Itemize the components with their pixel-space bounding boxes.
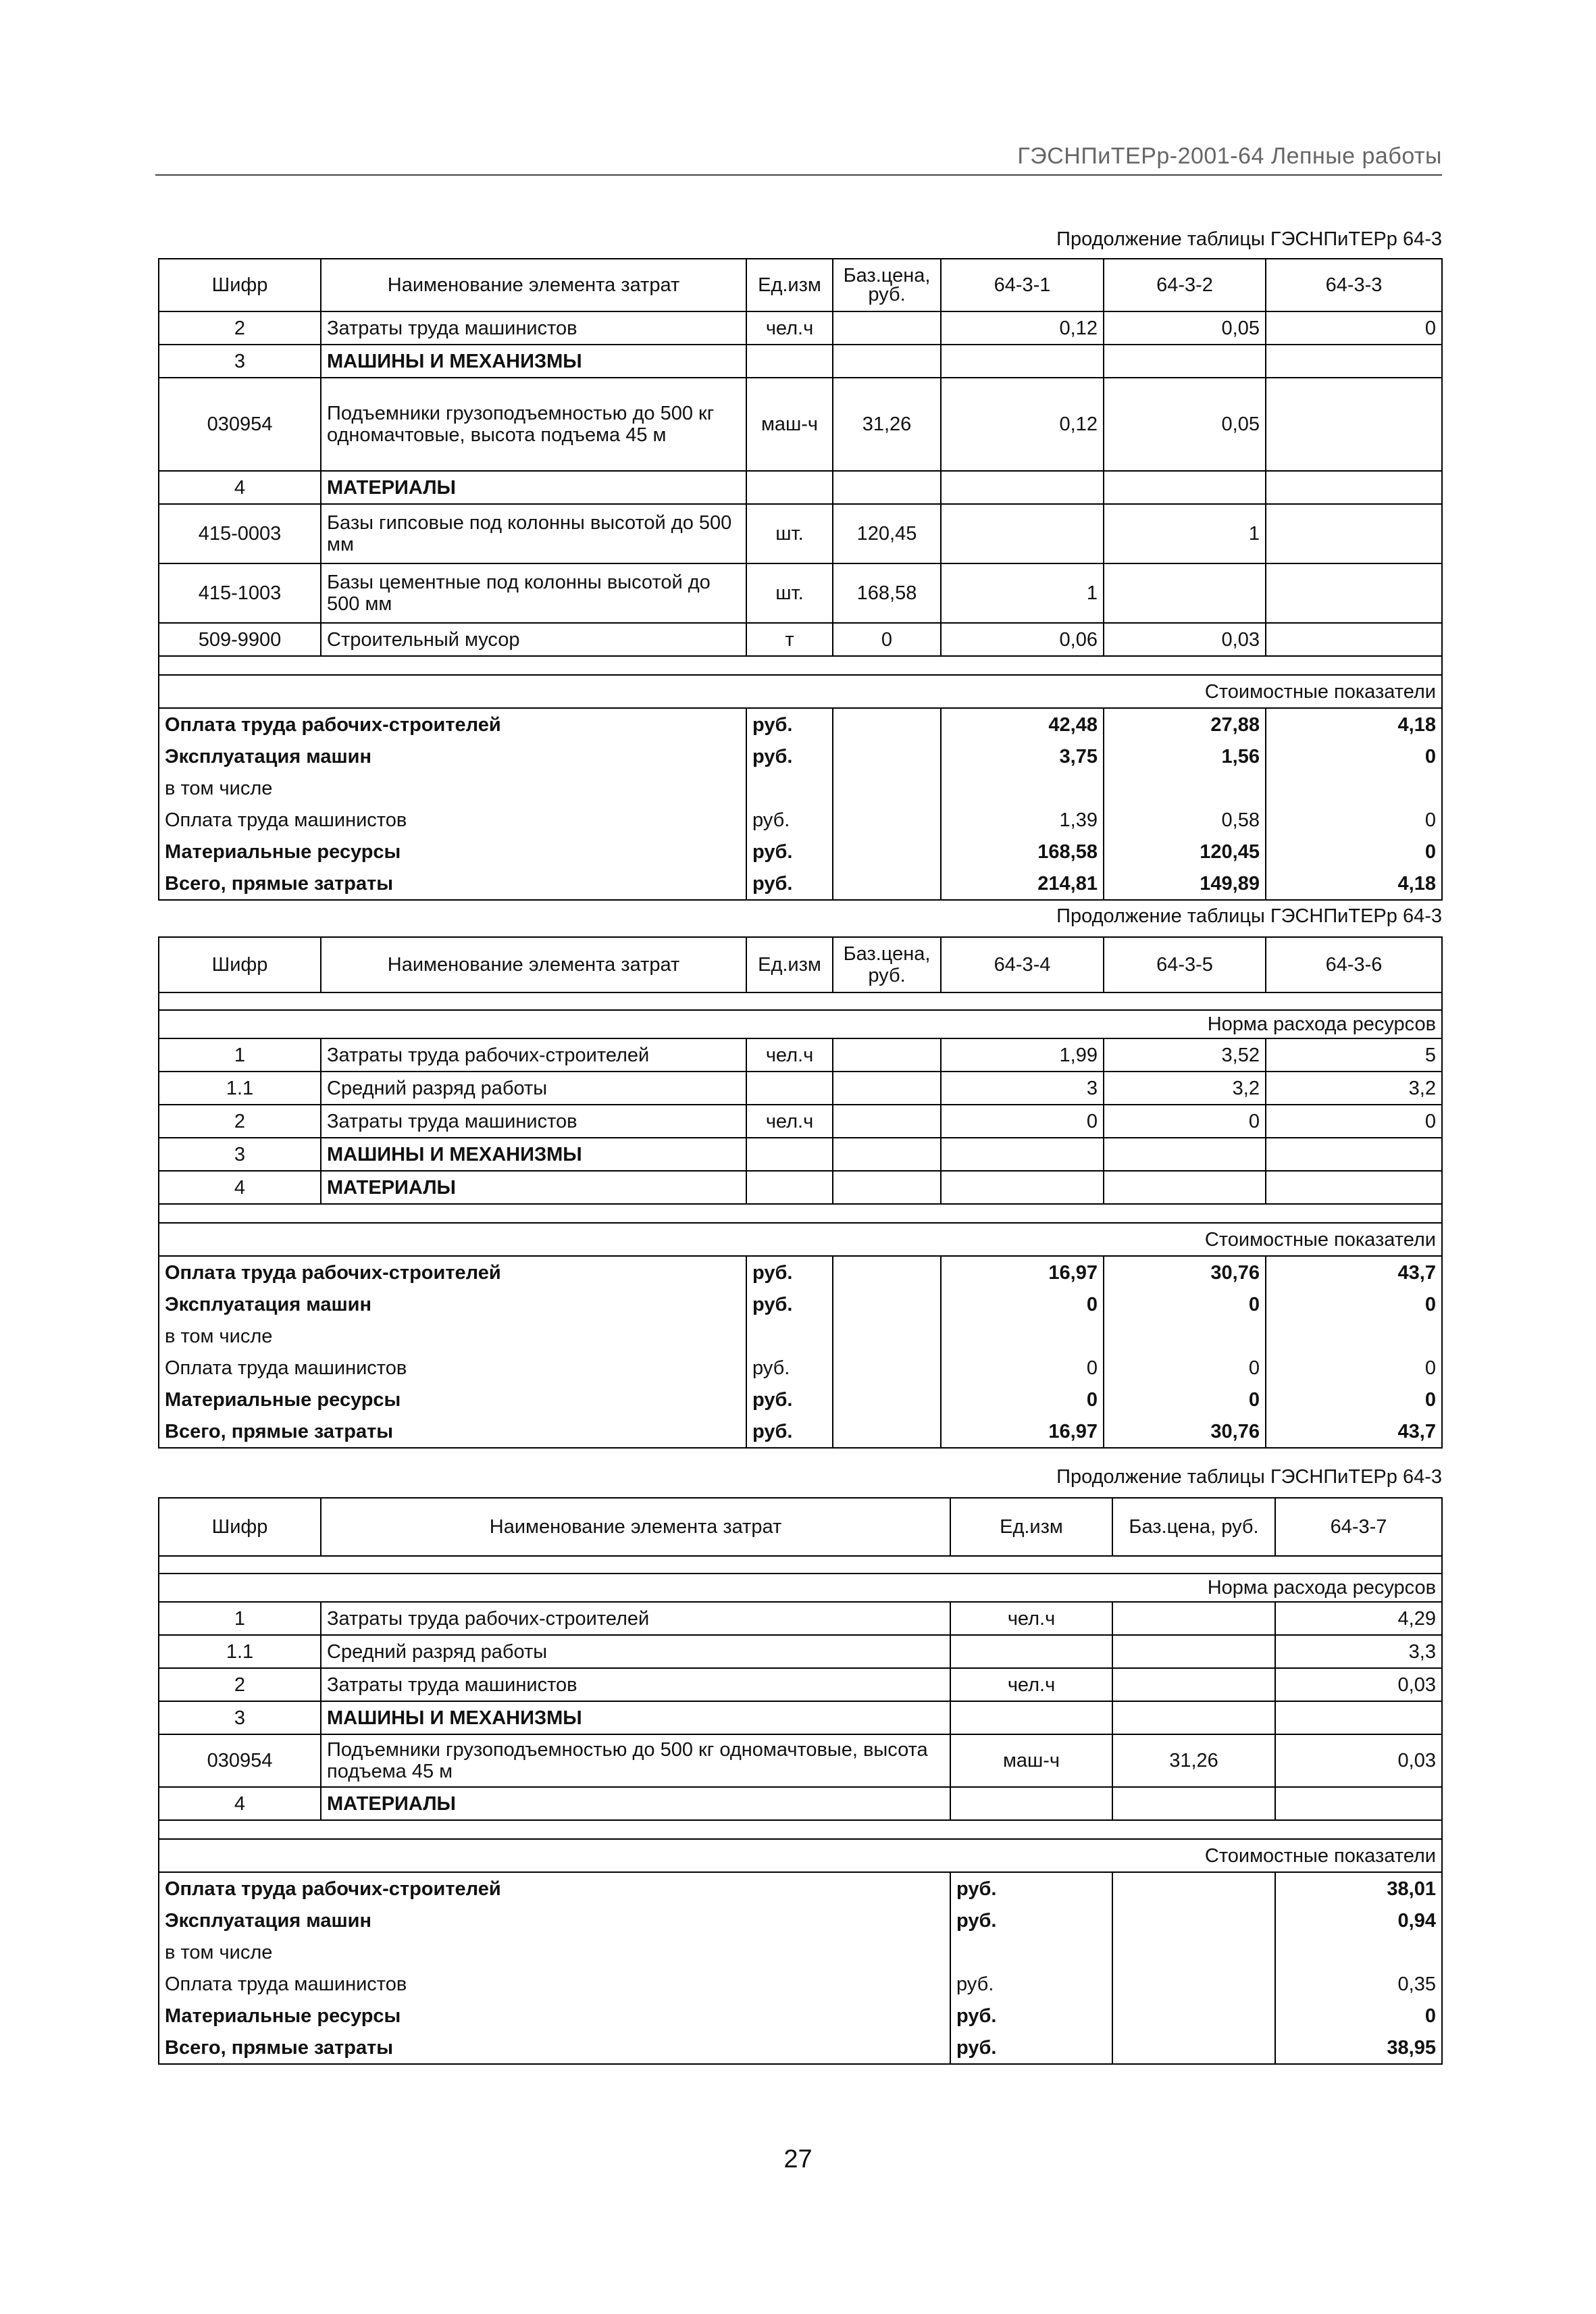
row-value-2: 0,05 bbox=[1104, 311, 1266, 345]
cost-unit: руб. bbox=[950, 2000, 1112, 2032]
row-code: 4 bbox=[159, 471, 321, 504]
row-price bbox=[833, 1072, 941, 1105]
section-title: МАТЕРИАЛЫ bbox=[321, 1787, 950, 1820]
row-code: 3 bbox=[159, 1138, 321, 1171]
cost-price bbox=[833, 772, 941, 804]
row-code: 2 bbox=[159, 1668, 321, 1701]
row-value-3 bbox=[1266, 378, 1442, 471]
cost-value-2: 1,56 bbox=[1104, 740, 1266, 772]
cost-value-3: 0 bbox=[1266, 1288, 1442, 1320]
row-name: Подъемники грузоподъемностью до 500 кг одномачтовые, высота подъема 45 м bbox=[321, 1734, 950, 1787]
row-price bbox=[833, 1105, 941, 1138]
row-value-2: 3,52 bbox=[1104, 1038, 1266, 1072]
header-price: Баз.цена, руб. bbox=[833, 259, 941, 311]
row-value-1: 0,12 bbox=[941, 311, 1104, 345]
cost-row bbox=[159, 2032, 1442, 2064]
cost-row bbox=[159, 836, 1442, 867]
cost-price bbox=[1112, 1905, 1275, 1936]
cost-value-3: 0 bbox=[1266, 740, 1442, 772]
row-value-3: 0 bbox=[1266, 1105, 1442, 1138]
cost-price bbox=[833, 1320, 941, 1352]
header-price: Баз.цена, руб. bbox=[1112, 1498, 1275, 1556]
cost-label: Эксплуатация машин bbox=[159, 1288, 746, 1320]
cost-label: Материальные ресурсы bbox=[159, 2000, 950, 2032]
cost-unit: руб. bbox=[746, 1415, 833, 1448]
spacer-row bbox=[159, 1556, 1442, 1574]
row-name: Базы цементные под колонны высотой до 500 мм bbox=[321, 563, 746, 623]
table-row bbox=[159, 1635, 1442, 1668]
cost-price bbox=[833, 1352, 941, 1384]
row-name: Строительный мусор bbox=[321, 623, 746, 656]
section-header-row bbox=[159, 675, 1442, 708]
row-value-3: 5 bbox=[1266, 1038, 1442, 1072]
row-code: 1 bbox=[159, 1038, 321, 1072]
header-col-1: 64-3-1 bbox=[941, 259, 1104, 311]
cost-value-2: 0,58 bbox=[1104, 804, 1266, 836]
cost-value-2: 30,76 bbox=[1104, 1256, 1266, 1288]
cost-value-1: 0 bbox=[1275, 2000, 1442, 2032]
cost-value-3 bbox=[1266, 772, 1442, 804]
table1-header-row bbox=[159, 259, 1442, 311]
section-header-row bbox=[159, 1839, 1442, 1872]
section-header-row bbox=[159, 1574, 1442, 1602]
table-row bbox=[159, 311, 1442, 345]
cost-value-1: 16,97 bbox=[941, 1415, 1104, 1448]
cost-row bbox=[159, 740, 1442, 772]
row-value-1 bbox=[941, 1171, 1104, 1204]
cost-value-3: 0 bbox=[1266, 1352, 1442, 1384]
cost-row bbox=[159, 1968, 1442, 2000]
cost-section-header: Стоимостные показатели bbox=[159, 675, 1442, 708]
cost-label: Оплата труда рабочих-строителей bbox=[159, 1256, 746, 1288]
section-title: МАШИНЫ И МЕХАНИЗМЫ bbox=[321, 1701, 950, 1734]
cost-value-3: 4,18 bbox=[1266, 867, 1442, 900]
cost-value-2: 120,45 bbox=[1104, 836, 1266, 867]
spacer-row bbox=[159, 656, 1442, 675]
cost-label: Оплата труда рабочих-строителей bbox=[159, 1872, 950, 1905]
cost-value-1: 0 bbox=[941, 1288, 1104, 1320]
cost-price bbox=[1112, 1968, 1275, 2000]
cost-unit: руб. bbox=[746, 804, 833, 836]
cost-value-1 bbox=[941, 1320, 1104, 1352]
spacer-cell bbox=[159, 1556, 1442, 1574]
header-code: Шифр bbox=[159, 937, 321, 992]
header-code: Шифр bbox=[159, 1498, 321, 1556]
cost-label: Всего, прямые затраты bbox=[159, 1415, 746, 1448]
cost-label: Оплата труда рабочих-строителей bbox=[159, 708, 746, 740]
row-value-3 bbox=[1266, 1138, 1442, 1171]
row-unit: шт. bbox=[746, 504, 833, 563]
row-value-1: 1,99 bbox=[941, 1038, 1104, 1072]
table-row bbox=[159, 345, 1442, 378]
row-unit bbox=[746, 1138, 833, 1171]
row-value-2 bbox=[1104, 563, 1266, 623]
table-row bbox=[159, 1734, 1442, 1787]
norm-section-header: Норма расхода ресурсов bbox=[159, 1574, 1442, 1602]
row-unit bbox=[950, 1787, 1112, 1820]
cost-value-3: 0 bbox=[1266, 804, 1442, 836]
row-code: 1.1 bbox=[159, 1072, 321, 1105]
row-code: 415-0003 bbox=[159, 504, 321, 563]
row-price bbox=[833, 1038, 941, 1072]
cost-row bbox=[159, 1905, 1442, 1936]
header-col-3: 64-3-6 bbox=[1266, 937, 1442, 992]
header-name: Наименование элемента затрат bbox=[321, 259, 746, 311]
row-unit bbox=[746, 1171, 833, 1204]
cost-row bbox=[159, 1288, 1442, 1320]
cost-label: в том числе bbox=[159, 1936, 950, 1968]
cost-value-1: 0 bbox=[941, 1384, 1104, 1415]
cost-value-3: 4,18 bbox=[1266, 708, 1442, 740]
cost-value-3: 0 bbox=[1266, 836, 1442, 867]
row-value-1 bbox=[1275, 1701, 1442, 1734]
table-row bbox=[159, 1072, 1442, 1105]
cost-label: Материальные ресурсы bbox=[159, 1384, 746, 1415]
row-unit: шт. bbox=[746, 563, 833, 623]
header-name: Наименование элемента затрат bbox=[321, 937, 746, 992]
header-col-1: 64-3-4 bbox=[941, 937, 1104, 992]
cost-row bbox=[159, 867, 1442, 900]
row-value-2 bbox=[1104, 1171, 1266, 1204]
cost-value-1 bbox=[941, 772, 1104, 804]
norm-section-header: Норма расхода ресурсов bbox=[159, 1010, 1442, 1038]
row-value-2: 0,03 bbox=[1104, 623, 1266, 656]
cost-value-1: 214,81 bbox=[941, 867, 1104, 900]
cost-unit: руб. bbox=[950, 1872, 1112, 1905]
cost-value-3: 43,7 bbox=[1266, 1415, 1442, 1448]
resource-table-3-body bbox=[158, 1497, 1443, 2065]
cost-value-1: 16,97 bbox=[941, 1256, 1104, 1288]
row-value-1: 0,03 bbox=[1275, 1668, 1442, 1701]
header-name: Наименование элемента затрат bbox=[321, 1498, 950, 1556]
cost-label: Всего, прямые затраты bbox=[159, 867, 746, 900]
cost-unit: руб. bbox=[746, 836, 833, 867]
row-price: 31,26 bbox=[1112, 1734, 1275, 1787]
cost-unit bbox=[746, 772, 833, 804]
cost-value-2 bbox=[1104, 772, 1266, 804]
cost-value-1: 38,01 bbox=[1275, 1872, 1442, 1905]
cost-value-1: 0,35 bbox=[1275, 1968, 1442, 2000]
header-unit: Ед.изм bbox=[746, 259, 833, 311]
row-value-3: 3,2 bbox=[1266, 1072, 1442, 1105]
row-code: 030954 bbox=[159, 378, 321, 471]
table-row bbox=[159, 1038, 1442, 1072]
section-title: МАШИНЫ И МЕХАНИЗМЫ bbox=[321, 1138, 746, 1171]
table2-caption: Продолжение таблицы ГЭСНПиТЕРр 64-3 bbox=[1056, 905, 1442, 927]
cost-label: Оплата труда машинистов bbox=[159, 1352, 746, 1384]
table2-header-row bbox=[159, 937, 1442, 992]
row-name: Базы гипсовые под колонны высотой до 500 мм bbox=[321, 504, 746, 563]
row-unit: маш-ч bbox=[746, 378, 833, 471]
row-value-1 bbox=[941, 471, 1104, 504]
cost-value-3 bbox=[1266, 1320, 1442, 1352]
row-code: 2 bbox=[159, 311, 321, 345]
row-price: 31,26 bbox=[833, 378, 941, 471]
row-code: 3 bbox=[159, 345, 321, 378]
cost-value-1: 0 bbox=[941, 1352, 1104, 1384]
table3-header-row bbox=[159, 1498, 1442, 1556]
cost-value-1: 168,58 bbox=[941, 836, 1104, 867]
row-unit bbox=[746, 345, 833, 378]
cost-price bbox=[1112, 2032, 1275, 2064]
row-code: 1.1 bbox=[159, 1635, 321, 1668]
section-title: МАТЕРИАЛЫ bbox=[321, 471, 746, 504]
row-name: Затраты труда машинистов bbox=[321, 311, 746, 345]
row-value-3 bbox=[1266, 504, 1442, 563]
cost-row bbox=[159, 1384, 1442, 1415]
cost-value-2: 0 bbox=[1104, 1352, 1266, 1384]
row-value-1: 0 bbox=[941, 1105, 1104, 1138]
cost-price bbox=[833, 1256, 941, 1288]
cost-value-1: 0,94 bbox=[1275, 1905, 1442, 1936]
row-value-1: 0,06 bbox=[941, 623, 1104, 656]
cost-unit: руб. bbox=[746, 1256, 833, 1288]
row-name: Затраты труда рабочих-строителей bbox=[321, 1038, 746, 1072]
row-value-2: 0 bbox=[1104, 1105, 1266, 1138]
cost-value-1: 38,95 bbox=[1275, 2032, 1442, 2064]
row-value-1 bbox=[1275, 1787, 1442, 1820]
spacer-row bbox=[159, 1204, 1442, 1223]
row-value-2: 1 bbox=[1104, 504, 1266, 563]
cost-unit: руб. bbox=[746, 1352, 833, 1384]
row-value-1: 1 bbox=[941, 563, 1104, 623]
row-value-3 bbox=[1266, 1171, 1442, 1204]
running-title: ГЭСНПиТЕРр-2001-64 Лепные работы bbox=[1017, 143, 1442, 169]
row-price bbox=[1112, 1635, 1275, 1668]
row-code: 4 bbox=[159, 1787, 321, 1820]
cost-value-2: 149,89 bbox=[1104, 867, 1266, 900]
header-col-3: 64-3-3 bbox=[1266, 259, 1442, 311]
cost-value-2 bbox=[1104, 1320, 1266, 1352]
cost-value-2: 0 bbox=[1104, 1384, 1266, 1415]
spacer-row bbox=[159, 992, 1442, 1010]
cost-unit: руб. bbox=[746, 867, 833, 900]
cost-row bbox=[159, 772, 1442, 804]
row-name: Средний разряд работы bbox=[321, 1635, 950, 1668]
cost-price bbox=[1112, 1872, 1275, 1905]
row-code: 415-1003 bbox=[159, 563, 321, 623]
section-header-row bbox=[159, 1010, 1442, 1038]
row-price bbox=[1112, 1787, 1275, 1820]
row-price bbox=[833, 1138, 941, 1171]
spacer-cell bbox=[159, 1820, 1442, 1839]
cost-value-1: 42,48 bbox=[941, 708, 1104, 740]
cost-price bbox=[833, 1384, 941, 1415]
table3-caption: Продолжение таблицы ГЭСНПиТЕРр 64-3 bbox=[1056, 1466, 1442, 1488]
table-row bbox=[159, 378, 1442, 471]
cost-row bbox=[159, 1320, 1442, 1352]
spacer-row bbox=[159, 1820, 1442, 1839]
table-row bbox=[159, 1138, 1442, 1171]
section-header-row bbox=[159, 1223, 1442, 1256]
cost-value-3: 43,7 bbox=[1266, 1256, 1442, 1288]
section-title: МАШИНЫ И МЕХАНИЗМЫ bbox=[321, 345, 746, 378]
table-row bbox=[159, 1787, 1442, 1820]
row-price: 168,58 bbox=[833, 563, 941, 623]
row-value-1: 3,3 bbox=[1275, 1635, 1442, 1668]
table1-caption: Продолжение таблицы ГЭСНПиТЕРр 64-3 bbox=[1056, 228, 1442, 250]
row-name: Затраты труда машинистов bbox=[321, 1668, 950, 1701]
cost-row bbox=[159, 708, 1442, 740]
row-price bbox=[1112, 1602, 1275, 1635]
section-title: МАТЕРИАЛЫ bbox=[321, 1171, 746, 1204]
row-value-1 bbox=[941, 1138, 1104, 1171]
table-row bbox=[159, 471, 1442, 504]
cost-unit: руб. bbox=[746, 708, 833, 740]
row-unit bbox=[950, 1635, 1112, 1668]
table-row bbox=[159, 623, 1442, 656]
cost-row bbox=[159, 1936, 1442, 1968]
row-code: 509-9900 bbox=[159, 623, 321, 656]
cost-value-3: 0 bbox=[1266, 1384, 1442, 1415]
cost-price bbox=[833, 867, 941, 900]
cost-unit: руб. bbox=[950, 1905, 1112, 1936]
cost-price bbox=[833, 708, 941, 740]
cost-label: Материальные ресурсы bbox=[159, 836, 746, 867]
row-code: 4 bbox=[159, 1171, 321, 1204]
row-unit bbox=[746, 1072, 833, 1105]
row-value-3: 0 bbox=[1266, 311, 1442, 345]
cost-value-1 bbox=[1275, 1936, 1442, 1968]
cost-value-2: 0 bbox=[1104, 1288, 1266, 1320]
row-value-3 bbox=[1266, 563, 1442, 623]
cost-price bbox=[833, 836, 941, 867]
cost-value-2: 27,88 bbox=[1104, 708, 1266, 740]
cost-unit: руб. bbox=[950, 2032, 1112, 2064]
row-name: Средний разряд работы bbox=[321, 1072, 746, 1105]
cost-unit: руб. bbox=[746, 740, 833, 772]
row-price bbox=[1112, 1668, 1275, 1701]
spacer-cell bbox=[159, 656, 1442, 675]
row-code: 3 bbox=[159, 1701, 321, 1734]
table-row bbox=[159, 504, 1442, 563]
row-value-2 bbox=[1104, 471, 1266, 504]
table-row bbox=[159, 563, 1442, 623]
row-name: Затраты труда машинистов bbox=[321, 1105, 746, 1138]
table-row bbox=[159, 1602, 1442, 1635]
row-price: 120,45 bbox=[833, 504, 941, 563]
row-unit: чел.ч bbox=[950, 1602, 1112, 1635]
row-value-3 bbox=[1266, 623, 1442, 656]
page-number: 27 bbox=[783, 2145, 813, 2173]
cost-row bbox=[159, 2000, 1442, 2032]
row-value-3 bbox=[1266, 471, 1442, 504]
row-value-1 bbox=[941, 345, 1104, 378]
cost-row bbox=[159, 1352, 1442, 1384]
row-unit bbox=[746, 471, 833, 504]
row-value-2 bbox=[1104, 1138, 1266, 1171]
row-value-1: 0,03 bbox=[1275, 1734, 1442, 1787]
spacer-cell bbox=[159, 1204, 1442, 1223]
header-col-1: 64-3-7 bbox=[1275, 1498, 1442, 1556]
cost-price bbox=[833, 1415, 941, 1448]
row-unit: чел.ч bbox=[746, 1038, 833, 1072]
cost-label: Оплата труда машинистов bbox=[159, 804, 746, 836]
cost-row bbox=[159, 1256, 1442, 1288]
row-value-2: 3,2 bbox=[1104, 1072, 1266, 1105]
cost-label: Эксплуатация машин bbox=[159, 1905, 950, 1936]
header-unit: Ед.изм bbox=[746, 937, 833, 992]
row-price bbox=[1112, 1701, 1275, 1734]
cost-price bbox=[833, 1288, 941, 1320]
row-price bbox=[833, 311, 941, 345]
cost-value-1: 3,75 bbox=[941, 740, 1104, 772]
cost-unit bbox=[950, 1936, 1112, 1968]
row-name: Подъемники грузоподъемностью до 500 кг одномачтовые, высота подъема 45 м bbox=[321, 378, 746, 471]
row-name: Затраты труда рабочих-строителей bbox=[321, 1602, 950, 1635]
row-price bbox=[833, 1171, 941, 1204]
cost-label: Всего, прямые затраты bbox=[159, 2032, 950, 2064]
row-unit: чел.ч bbox=[746, 1105, 833, 1138]
row-price bbox=[833, 345, 941, 378]
cost-label: в том числе bbox=[159, 772, 746, 804]
header-rule bbox=[155, 174, 1442, 176]
cost-price bbox=[833, 804, 941, 836]
header-col-2: 64-3-5 bbox=[1104, 937, 1266, 992]
spacer-cell bbox=[159, 992, 1442, 1010]
cost-value-2: 30,76 bbox=[1104, 1415, 1266, 1448]
header-col-2: 64-3-2 bbox=[1104, 259, 1266, 311]
cost-price bbox=[1112, 1936, 1275, 1968]
row-code: 030954 bbox=[159, 1734, 321, 1787]
row-value-2 bbox=[1104, 345, 1266, 378]
row-code: 1 bbox=[159, 1602, 321, 1635]
cost-section-header: Стоимостные показатели bbox=[159, 1839, 1442, 1872]
header-price: Баз.цена, руб. bbox=[833, 937, 941, 992]
cost-price bbox=[833, 740, 941, 772]
cost-value-1: 1,39 bbox=[941, 804, 1104, 836]
row-value-1: 3 bbox=[941, 1072, 1104, 1105]
cost-row bbox=[159, 804, 1442, 836]
resource-table-1 bbox=[158, 258, 1443, 901]
cost-label: в том числе bbox=[159, 1320, 746, 1352]
cost-unit: руб. bbox=[950, 1968, 1112, 2000]
cost-unit bbox=[746, 1320, 833, 1352]
cost-label: Оплата труда машинистов bbox=[159, 1968, 950, 2000]
row-value-1: 0,12 bbox=[941, 378, 1104, 471]
row-unit: чел.ч bbox=[950, 1668, 1112, 1701]
row-unit: чел.ч bbox=[746, 311, 833, 345]
row-price bbox=[833, 471, 941, 504]
row-value-3 bbox=[1266, 345, 1442, 378]
row-price: 0 bbox=[833, 623, 941, 656]
table-row bbox=[159, 1701, 1442, 1734]
table-row bbox=[159, 1105, 1442, 1138]
header-unit: Ед.изм bbox=[950, 1498, 1112, 1556]
row-code: 2 bbox=[159, 1105, 321, 1138]
cost-unit: руб. bbox=[746, 1288, 833, 1320]
cost-unit: руб. bbox=[746, 1384, 833, 1415]
cost-price bbox=[1112, 2000, 1275, 2032]
resource-table-2 bbox=[158, 936, 1443, 1449]
row-unit: т bbox=[746, 623, 833, 656]
row-unit: маш-ч bbox=[950, 1734, 1112, 1787]
table-row bbox=[159, 1668, 1442, 1701]
cost-row bbox=[159, 1872, 1442, 1905]
page-header bbox=[155, 143, 1442, 170]
cost-row bbox=[159, 1415, 1442, 1448]
table-row bbox=[159, 1171, 1442, 1204]
header-code: Шифр bbox=[159, 259, 321, 311]
cost-section-header: Стоимостные показатели bbox=[159, 1223, 1442, 1256]
row-unit bbox=[950, 1701, 1112, 1734]
row-value-1 bbox=[941, 504, 1104, 563]
row-value-1: 4,29 bbox=[1275, 1602, 1442, 1635]
cost-label: Эксплуатация машин bbox=[159, 740, 746, 772]
row-value-2: 0,05 bbox=[1104, 378, 1266, 471]
